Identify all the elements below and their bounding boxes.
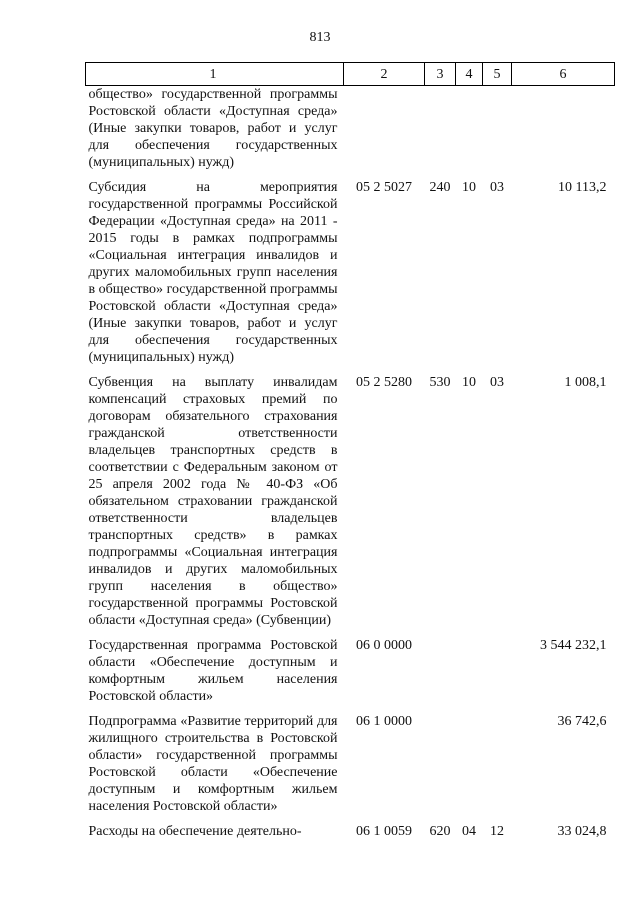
row-amount: 10 113,2: [558, 180, 607, 195]
row-expense-type: 530: [429, 375, 451, 390]
page-number: 813: [309, 30, 331, 45]
row-target-article: [344, 86, 425, 180]
row-subsection: 03: [490, 180, 504, 195]
row-name: общество» государственной программы Ростовской области «Доступная среда» (Иные закупки товаров, работ и услуг для обеспечения государственных (муниципальных) нужд): [88, 87, 338, 170]
budget-table: [85, 62, 615, 848]
row-name: Государственная программа Ростовской области «Обеспечение доступным и комфортным жильем населения Ростовской области»: [88, 638, 338, 704]
row-expense-type: [425, 637, 456, 713]
row-subsection: 12: [490, 824, 504, 839]
table-row: [86, 713, 615, 823]
row-amount: 36 742,6: [557, 714, 607, 729]
row-expense-type: 620: [429, 824, 451, 839]
row-section: 04: [462, 824, 476, 839]
row-target-article: 06 0 0000: [356, 638, 412, 653]
row-name: Подпрограмма «Развитие территорий для жилищного строительства в Ростовской области» государственной программы Ростовской области «Обеспечение доступным и комфортным жильем населения Ростовской области»: [88, 714, 338, 814]
column-header-name: 1: [86, 63, 344, 86]
row-section: 10: [462, 375, 476, 390]
row-subsection: [483, 637, 512, 713]
row-amount: 1 008,1: [564, 375, 607, 390]
row-amount: [512, 86, 615, 180]
table-row: [86, 823, 615, 848]
table-row: [86, 637, 615, 713]
row-target-article: 05 2 5027: [356, 180, 412, 195]
column-header-section: 4: [456, 63, 483, 86]
row-subsection: [483, 86, 512, 180]
row-subsection: [483, 713, 512, 823]
table-row: [86, 179, 615, 374]
row-section: 10: [462, 180, 476, 195]
column-header-amount: 6: [512, 63, 615, 86]
row-expense-type: [425, 713, 456, 823]
row-name: Субсидия на мероприятия государственной программы Российской Федерации «Доступная среда» на 2011 - 2015 годы в рамках подпрограммы «Социальная интеграция инвалидов и других маломобильных групп населения в общество» государственной программы Ростовской области «Доступная среда» (Иные закупки товаров, работ и услуг для обеспечения государственных (муниципальных) нужд): [88, 180, 338, 365]
column-header-expense-type: 3: [425, 63, 456, 86]
column-header-subsection: 5: [483, 63, 512, 86]
row-amount: 3 544 232,1: [540, 638, 607, 653]
column-number-row: [86, 63, 615, 86]
row-expense-type: 240: [429, 180, 451, 195]
table-row: [86, 374, 615, 637]
row-amount: 33 024,8: [557, 824, 607, 839]
row-target-article: 05 2 5280: [356, 375, 412, 390]
row-subsection: 03: [490, 375, 504, 390]
row-expense-type: [425, 86, 456, 180]
row-section: [456, 86, 483, 180]
row-section: [456, 637, 483, 713]
column-header-target-article: 2: [344, 63, 425, 86]
table-row: [86, 86, 615, 180]
row-section: [456, 713, 483, 823]
row-name: Расходы на обеспечение деятельно-: [88, 824, 302, 839]
row-name: Субвенция на выплату инвалидам компенсаций страховых премий по договорам обязательного страхования гражданской ответственности владельцев транспортных средств в соответствии с Федеральным законом от 25 апреля 2002 года № 40-ФЗ «Об обязательном страховании гражданской ответственности владельцев транспортных средств» в рамках подпрограммы «Социальная интеграция инвалидов и других маломобильных групп населения в общество» государственной программы Ростовской области «Доступная среда» (Субвенции): [88, 375, 338, 628]
row-target-article: 06 1 0059: [356, 824, 412, 839]
row-target-article: 06 1 0000: [356, 714, 412, 729]
